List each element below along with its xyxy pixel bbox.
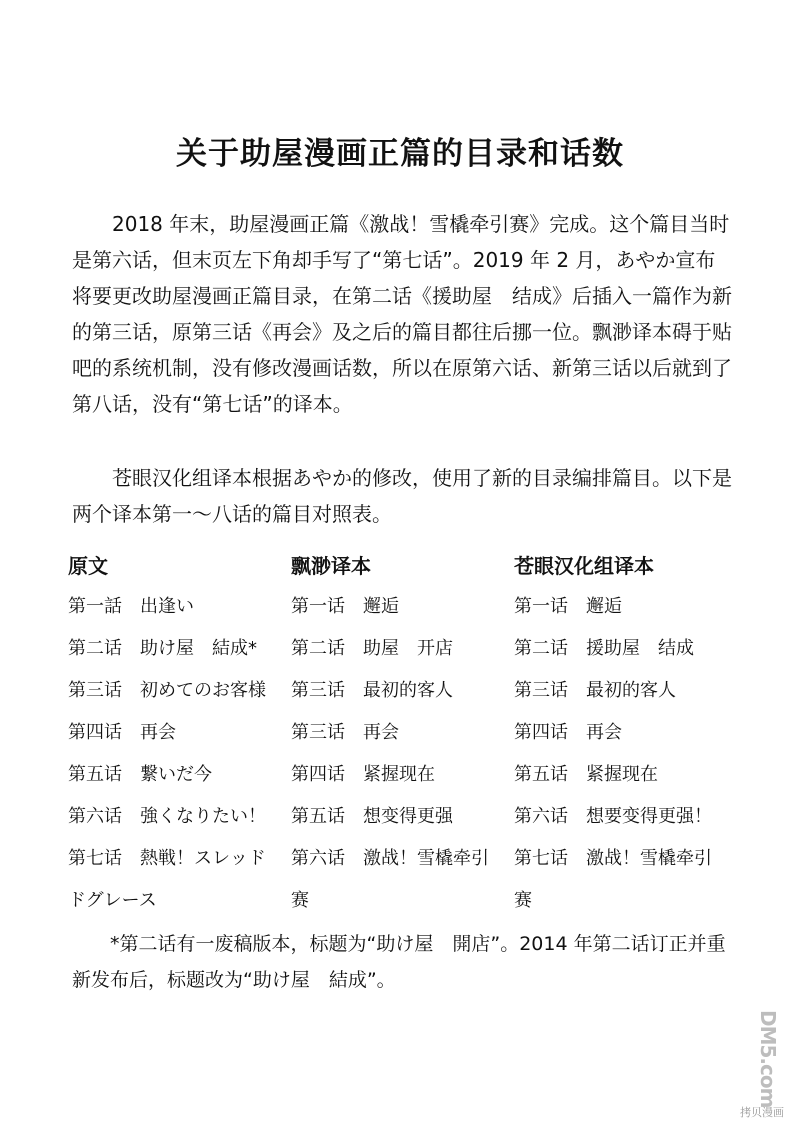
- cell-piaomiao: 第三话 再会: [291, 722, 399, 743]
- table-row: [68, 626, 748, 668]
- cell-cangyan: 第七话 激战！雪橇牵引: [514, 848, 712, 869]
- cell-cangyan: 第三话 最初的客人: [514, 680, 676, 701]
- cell-original: 第四话 再会: [68, 722, 176, 743]
- cell-piaomiao: 第一话 邂逅: [291, 596, 399, 617]
- table-row: [68, 710, 748, 752]
- table-row: [68, 668, 748, 710]
- page-title: 关于助屋漫画正篇的目录和话数: [176, 136, 624, 172]
- cell-original: ドグレース: [68, 890, 157, 911]
- table-row: [68, 794, 748, 836]
- cell-cangyan: 第一话 邂逅: [514, 596, 622, 617]
- cell-piaomiao: 第六话 激战！雪橇牵引: [291, 848, 489, 869]
- cell-cangyan: 赛: [514, 890, 532, 911]
- footnote: *第二话有一废稿版本，标题为“助け屋 開店”。2014 年第二话订正并重新发布后，标题改为“助け屋 結成”。: [72, 933, 726, 991]
- header-cangyan: 苍眼汉化组译本: [514, 553, 654, 578]
- cell-original: 第五话 繋いだ今: [68, 764, 212, 785]
- cell-piaomiao: 第二话 助屋 开店: [291, 638, 453, 659]
- cell-piaomiao: 第四话 紧握现在: [291, 764, 435, 785]
- cell-cangyan: 第六话 想要变得更强！: [514, 806, 712, 827]
- table-row: [68, 752, 748, 794]
- cell-original: 第三话 初めてのお客様: [68, 680, 266, 701]
- table-row: [68, 836, 748, 878]
- cell-cangyan: 第四话 再会: [514, 722, 622, 743]
- cell-cangyan: 第五话 紧握现在: [514, 764, 658, 785]
- cell-cangyan: 第二话 援助屋 结成: [514, 638, 694, 659]
- cell-piaomiao: 赛: [291, 890, 309, 911]
- watermark-logo: DM5.com: [756, 1010, 780, 1108]
- cell-piaomiao: 第三话 最初的客人: [291, 680, 453, 701]
- cell-original: 第六话 強くなりたい！: [68, 806, 266, 827]
- header-piaomiao: 飘渺译本: [291, 553, 371, 578]
- cell-original: 第二话 助け屋 結成*: [68, 638, 257, 659]
- table-header-row: [68, 544, 748, 584]
- intro-paragraph: 2018 年末，助屋漫画正篇《激战！雪橇牵引赛》完成。这个篇目当时是第六话，但末页左下角却手写了“第七话”。2019 年 2 月，あやか宣布将要更改助屋漫画正篇目录，在第二话《援助屋 结成》后插入一篇作为新的第三话，原第三话《再会》及之后的篇目都往后挪一位。飘渺译本碍于贴吧的系统机制，没有修改漫画话数，所以在原第六话、新第三话以后就到了第八话，没有“第七话”的译本。: [72, 212, 732, 416]
- chapter-comparison-table: [68, 544, 748, 920]
- table-row: [68, 584, 748, 626]
- site-watermark: [740, 1010, 788, 1122]
- cell-piaomiao: 第五话 想变得更强: [291, 806, 453, 827]
- table-row-continuation: [68, 878, 748, 920]
- cell-original: 第七话 熱戦！スレッド: [68, 848, 266, 869]
- watermark-caption: 拷贝漫画: [740, 1106, 784, 1119]
- cell-original: 第一話 出逢い: [68, 596, 194, 617]
- second-paragraph: 苍眼汉化组译本根据あやか的修改，使用了新的目录编排篇目。以下是两个译本第一～八话的篇目对照表。: [72, 466, 732, 526]
- header-original: 原文: [68, 553, 108, 578]
